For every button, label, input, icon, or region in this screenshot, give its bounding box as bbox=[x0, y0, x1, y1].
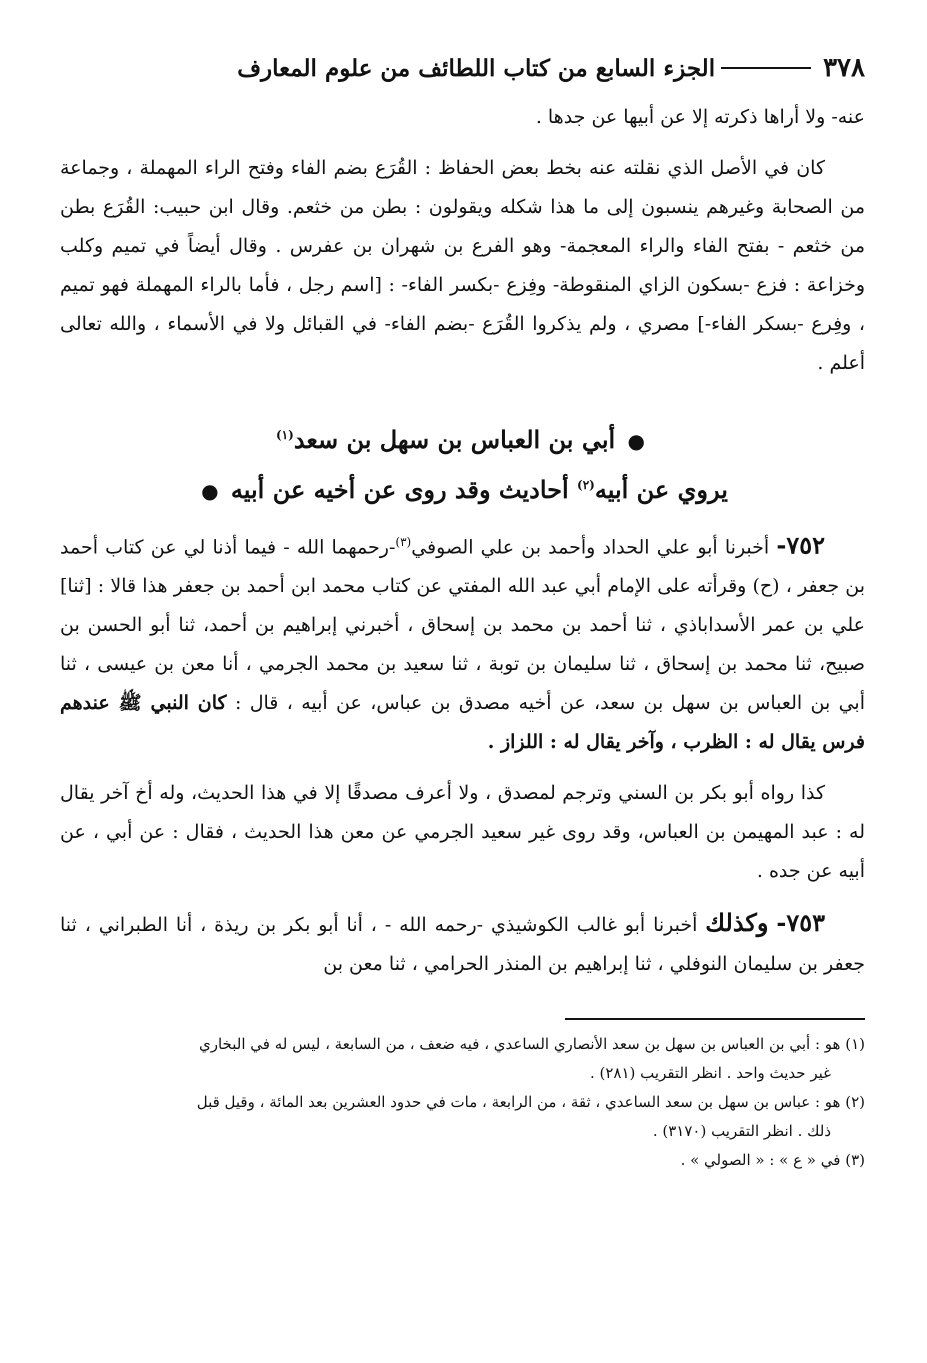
footnote-ref-3: (٣) bbox=[395, 535, 412, 549]
footnote-2-continued: ذلك . انظر التقريب (٣١٧٠) . bbox=[652, 1122, 831, 1141]
section-heading-line-2 bbox=[60, 463, 865, 513]
footnote-3 bbox=[60, 1146, 865, 1175]
footnote-mark: (٣) bbox=[845, 1151, 865, 1170]
footnote-text: هو : أبي بن العباس بن سهل بن سعد الأنصاري الساعدي ، فيه ضعف ، من السابعة ، ليس له في البخاري bbox=[198, 1035, 841, 1054]
running-title: الجزء السابع من كتاب اللطائف من علوم المعارف bbox=[237, 54, 716, 82]
section-heading-line-1 bbox=[60, 413, 865, 463]
section-heading bbox=[60, 413, 865, 513]
page-header bbox=[60, 48, 865, 88]
bullet-icon: ● bbox=[201, 479, 219, 503]
footnotes bbox=[60, 1030, 865, 1175]
hadith-753 bbox=[60, 903, 865, 984]
footnote-ref-1: (١) bbox=[275, 428, 294, 442]
hadith-number: ٧٥٢- bbox=[776, 530, 825, 560]
page-number: ٣٧٨ bbox=[823, 53, 865, 83]
footnote-ref-2: (٢) bbox=[577, 478, 595, 492]
intro-paragraph: كان في الأصل الذي نقلته عنه بخط بعض الحفاظ : القُرَع بضم الفاء وفتح الراء المهملة ، وجماعة من الصحابة وغيرهم ينسبون إلى ما هذا شكله ويقولون : بطن من خثعم. وقال ابن حبيب: القُرَع بطن من خثعم - بفتح الفاء والراء المعجمة- وهو الفرع بن شهران بن عفرس . وقال أيضاً في تميم وكلب وخزاعة : فزع -بسكون الزاي المنقوطة- وفِزع -بكسر الفاء- : [اسم رجل ، فأما بالراء المهملة فهو تميم ، وفِرع -بسكر الفاء-] مصري ، ولم يذكروا القُرَع -بضم الفاء- في القبائل ولا في الأسماء ، والله تعالى أعلم . bbox=[60, 157, 865, 374]
commentary-paragraph: كذا رواه أبو بكر بن السني وترجم لمصدق ، ولا أعرف مصدقًا إلا في هذا الحديث، وله أخ آخر يقال له : عبد المهيمن بن العباس، وقد روى غير سعيد الجرمي عن معن هذا الحديث ، فقال : عن أبي ، عن أبيه عن جده . bbox=[60, 782, 865, 883]
intro-paragraph-continued: عنه- ولا أراها ذكرته إلا عن أبيها عن جدها . bbox=[535, 106, 865, 128]
footnote-text: هو : عباس بن سهل بن سعد الساعدي ، ثقة ، من الرابعة ، مات في حدود العشرين بعد المائة ، وقيل قبل bbox=[196, 1093, 841, 1112]
footnote-mark: (٢) bbox=[845, 1093, 865, 1112]
heading-part-b: أحاديث وقد روى عن أخيه عن أبيه bbox=[230, 475, 569, 504]
bullet-icon: ● bbox=[627, 429, 645, 453]
heading-part-a: يروي عن أبيه bbox=[594, 475, 728, 504]
hadith-text: أخبرنا أبو غالب الكوشيذي -رحمه الله - ، أنا أبو بكر بن ريذة ، أنا الطبراني ، ثنا جعفر بن سليمان النوفلي ، ثنا إبراهيم بن المنذر الحرامي ، ثنا معن بن bbox=[60, 914, 865, 976]
footnote-text: في « ع » : « الصولي » . bbox=[680, 1151, 841, 1170]
footnote-1-continued: غير حديث واحد . انظر التقريب (٢٨١) . bbox=[589, 1064, 831, 1083]
header-rule bbox=[721, 67, 811, 69]
footnote-mark: (١) bbox=[845, 1035, 865, 1054]
footnote-divider bbox=[565, 1018, 865, 1020]
hadith-lead: وكذلك bbox=[705, 908, 769, 938]
hadith-lead: أخبرنا أبو علي الحداد وأحمد بن علي الصوفي bbox=[411, 536, 770, 559]
hadith-number: ٧٥٣- bbox=[776, 908, 825, 938]
hadith-752 bbox=[60, 523, 865, 762]
hadith-text: -رحمهما الله - فيما أذنا لي عن كتاب أحمد بن جعفر ، (ح) وقرأته على الإمام أبي عبد الله المفتي عن كتاب محمد ابن أحمد بن جعفر هذا قالا : [ثنا] علي بن عمر الأسداباذي ، ثنا أحمد بن محمد بن إسحاق ، أخبرني إبراهيم بن أحمد، ثنا أبو الحسن بن صبيح، ثنا محمد بن إسحاق ، ثنا سليمان بن توبة ، ثنا سعيد بن محمد الجرمي ، أنا معن بن عيسى ، ثنا أبي بن العباس بن سهل بن سعد، عن أخيه مصدق بن عباس، عن أبيه ، قال : bbox=[60, 536, 865, 715]
footnote-1 bbox=[60, 1030, 865, 1059]
narrator-name: أبي بن العباس بن سهل بن سعد bbox=[293, 425, 616, 454]
footnote-2 bbox=[60, 1088, 865, 1117]
hadith-matn: كان النبي ﷺ عندهم فرس يقال له : الظرب ، وآخر يقال له : اللزاز . bbox=[60, 692, 865, 754]
